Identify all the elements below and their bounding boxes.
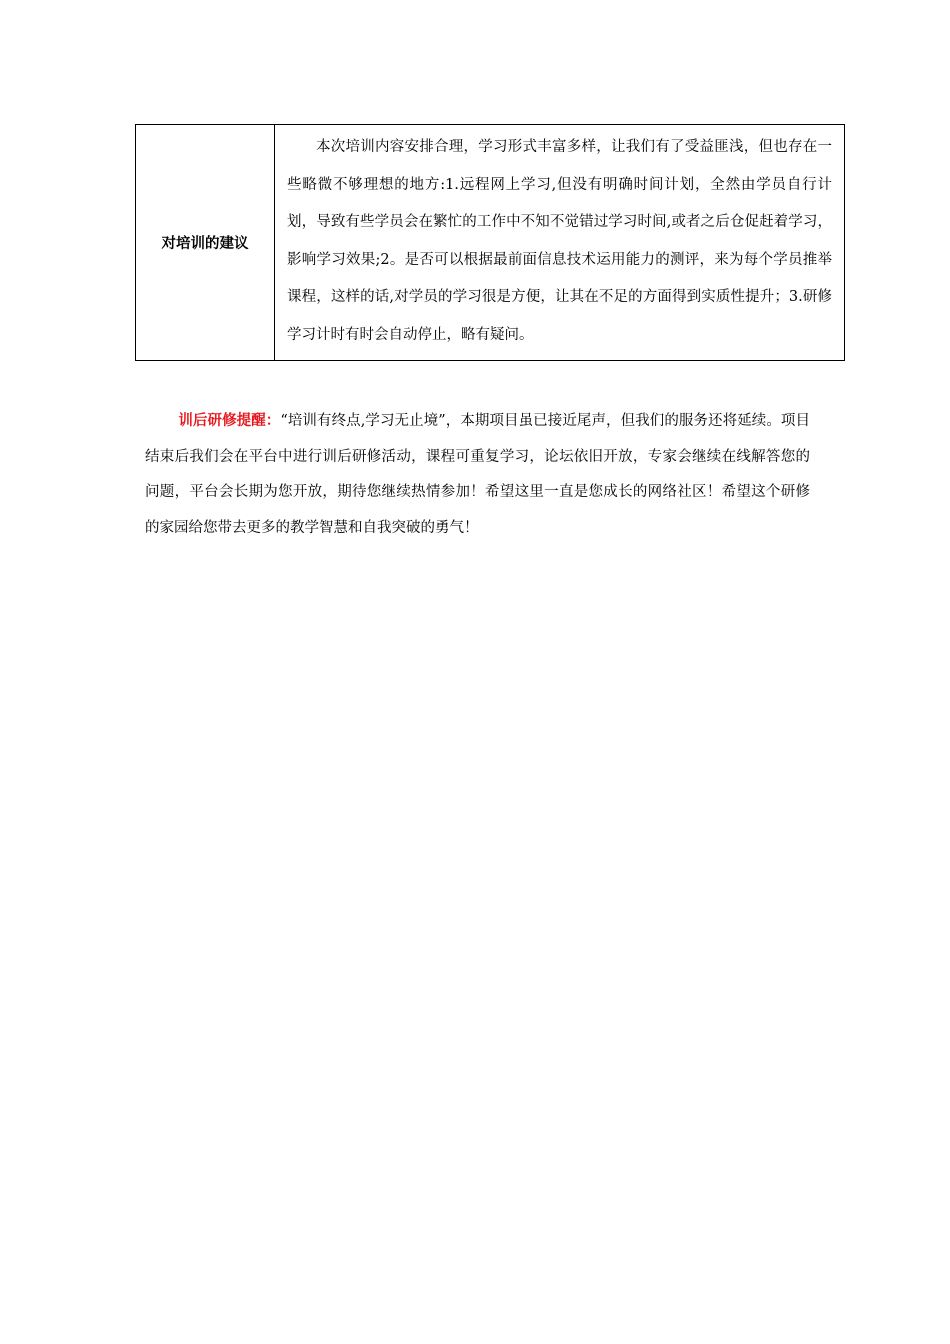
suggestion-label: 对培训的建议 — [136, 125, 275, 361]
reminder-body: “培训有终点,学习无止境”，本期项目虽已接近尾声，但我们的服务还将延续。项目结束后我们会在平台中进行训后研修活动，课程可重复学习，论坛依旧开放，专家会继续在线解答您的问题，平台会长期为您开放，期待您继续热情参加！希望这里一直是您成长的网络社区！希望这个研修的家园给您带去更多的教学智慧和自我突破的勇气！ — [145, 413, 810, 536]
suggestion-content: 本次培训内容安排合理，学习形式丰富多样，让我们有了受益匪浅，但也存在一些略微不够理想的地方:1.远程网上学习,但没有明确时间计划，全然由学员自行计划，导致有些学员会在繁忙的工作中不知不觉错过学习时间,或者之后仓促赶着学习，影响学习效果;2。是否可以根据最前面信息技术运用能力的测评，来为每个学员推举课程，这样的话,对学员的学习很是方便，让其在不足的方面得到实质性提升；3.研修学习计时有时会自动停止，略有疑问。 — [275, 125, 845, 361]
reminder-heading: 训后研修提醒： — [178, 413, 281, 429]
table-row — [136, 125, 845, 361]
post-training-reminder — [145, 404, 810, 546]
suggestion-table — [135, 124, 845, 361]
